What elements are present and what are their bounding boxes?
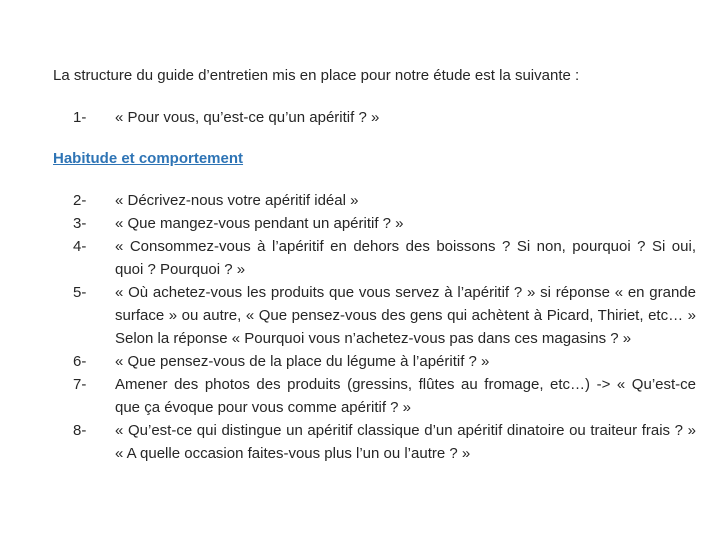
question-number: 3- xyxy=(73,215,87,232)
question-number: 6- xyxy=(73,353,87,370)
question-item-3 xyxy=(73,212,696,235)
question-text: « Où achetez-vous les produits que vous servez à l’apéritif ? » si réponse « en grande surface » ou autre, « Que pensez-vous des gens qui achètent à Picard, Thiriet, etc… » Selon la réponse « Pourquoi vous n’achetez-vous pas dans ces magasins ? » xyxy=(115,284,696,347)
question-list-intro xyxy=(73,106,696,129)
question-list-habitude xyxy=(73,189,696,465)
question-item-1 xyxy=(73,106,696,129)
question-item-7 xyxy=(73,373,696,419)
question-number: 2- xyxy=(73,192,87,209)
question-number: 5- xyxy=(73,284,87,301)
question-number: 7- xyxy=(73,376,87,393)
question-text: « Que pensez-vous de la place du légume à l’apéritif ? » xyxy=(115,353,490,370)
question-text: « Consommez-vous à l’apéritif en dehors des boissons ? Si non, pourquoi ? Si oui, quoi ? Pourquoi ? » xyxy=(115,238,696,278)
question-text: « Qu’est-ce qui distingue un apéritif classique d’un apéritif dinatoire ou traiteur frais ? » « A quelle occasion faites-vous plus l’un ou l’autre ? » xyxy=(115,422,696,462)
question-item-8 xyxy=(73,419,696,465)
question-item-2 xyxy=(73,189,696,212)
question-text: « Pour vous, qu’est-ce qu’un apéritif ? » xyxy=(115,109,380,126)
question-number: 4- xyxy=(73,238,87,255)
question-number: 1- xyxy=(73,109,87,126)
question-text: Amener des photos des produits (gressins, flûtes au fromage, etc…) -> « Qu’est-ce que ça évoque pour vous comme apéritif ? » xyxy=(115,376,696,416)
section-heading-habitude: Habitude et comportement xyxy=(53,150,244,167)
question-item-5 xyxy=(73,281,696,350)
question-text: « Décrivez-nous votre apéritif idéal » xyxy=(115,192,359,209)
question-item-4 xyxy=(73,235,696,281)
question-number: 8- xyxy=(73,422,87,439)
intro-paragraph: La structure du guide d’entretien mis en place pour notre étude est la suivante : xyxy=(53,67,580,84)
question-item-6 xyxy=(73,350,696,373)
question-text: « Que mangez-vous pendant un apéritif ? » xyxy=(115,215,404,232)
